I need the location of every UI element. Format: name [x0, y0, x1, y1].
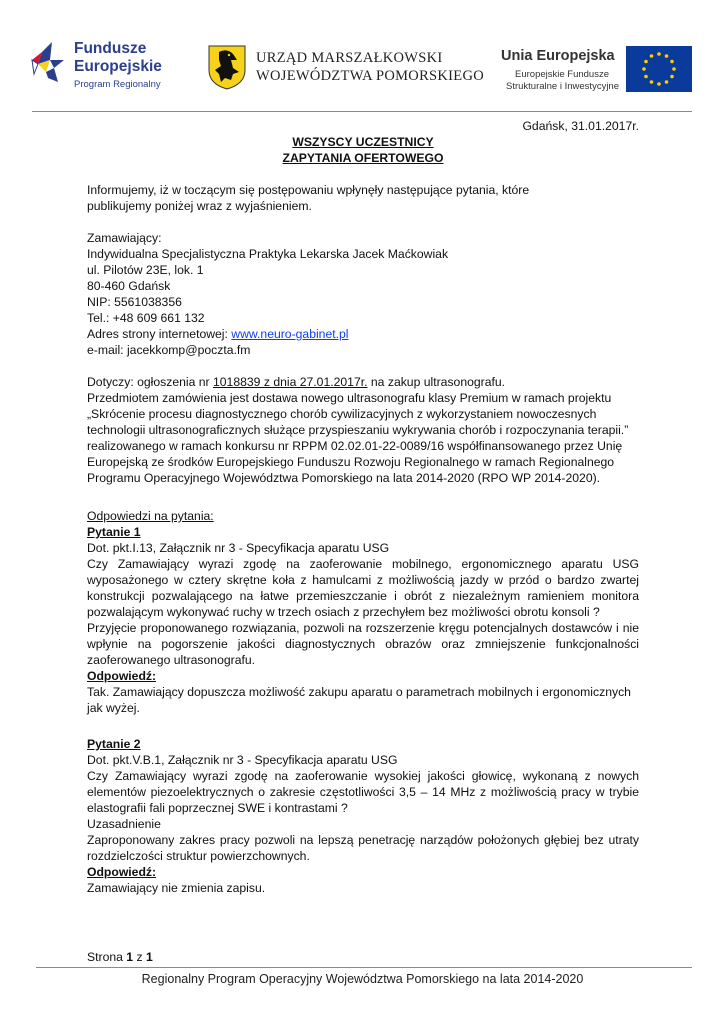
- contact-nip: NIP: 5561038356: [87, 295, 182, 309]
- eu-flag-icon: [626, 46, 692, 92]
- question1-text2: Przyjęcie proponowanego rozwiązania, pozwoli na rozszerzenie kręgu potencjalnych dostawców i nie wpłynie na pogorszenie jakości diagnostycznych obrazów oraz zmniejszenie funkcjonalności zaoferowanego ultrasonografu.: [87, 621, 639, 667]
- question2-heading: Pytanie 2: [87, 737, 141, 751]
- intro-line2: publikujemy poniżej wraz z wyjaśnieniem.: [87, 199, 312, 213]
- page-number: [87, 950, 153, 964]
- um-logo-line1: URZĄD MARSZAŁKOWSKI: [256, 50, 443, 66]
- question2-reference: Dot. pkt.V.B.1, Załącznik nr 3 - Specyfikacja aparatu USG: [87, 753, 398, 767]
- unia-europejska-logo: [498, 44, 698, 100]
- title-line1: WSZYSCY UCZESTNICY: [292, 135, 434, 149]
- eu-logo-line1: Unia Europejska: [501, 48, 615, 64]
- regarding-line5: realizowanego w ramach konkursu nr RPPM 02.02.01-22-0089/16 współfinansowanego przez Unię: [87, 439, 623, 453]
- question2-justification-label: Uzasadnienie: [87, 817, 161, 831]
- question2-text: Czy Zamawiający wyrazi zgodę na zaoferowanie wysokiej jakości głowicę, wykonaną z nowych elementów piezoelektrycznych o zakresie częstotliwości 3,5 – 14 MHz z możliwością pracy w trybie elastografii fali poprzecznej SWE i kontrastami ?: [87, 769, 639, 815]
- question1-answer-label: Odpowiedź:: [87, 669, 157, 683]
- header-divider: [32, 111, 692, 112]
- um-logo-line2: WOJEWÓDZTWA POMORSKIEGO: [256, 68, 485, 84]
- fe-logo-line3: Program Regionalny: [74, 79, 161, 90]
- question1-answer: Tak. Zamawiający dopuszcza możliwość zakupu aparatu o parametrach mobilnych i ergonomicznych jak wyżej.: [87, 685, 631, 715]
- footer-program: Regionalny Program Operacyjny Województwa Pomorskiego na lata 2014-2020: [141, 972, 584, 986]
- page-current: 1: [126, 950, 134, 964]
- regarding-line3: „Skrócenie procesu diagnostycznego chorób cywilizacyjnych z wykorzystaniem nowoczesnych: [87, 407, 597, 421]
- title-line2: ZAPYTANIA OFERTOWEGO: [282, 151, 444, 165]
- fe-logo-line2: Europejskie: [74, 58, 162, 75]
- question1-text: Czy Zamawiający wyrazi zgodę na zaoferowanie mobilnego, ergonomicznego aparatu USG wyposażonego w cztery skrętne koła z hamulcami z możliwością jazdy w przód o bardzo zwartej konstrukcji pozwalającego na łatwe przemieszczanie i obrót z niezależnym ramieniem monitora pozwalającym wykonywać ruchy w trzech osiach z przechyłem bez możliwości obrotu konsoli ?: [87, 557, 639, 619]
- question2-justification: Zaproponowany zakres pracy pozwoli na lepszą penetrację narządów położonych głębiej bez utraty rozdzielczości struktur powierzchownych.: [87, 833, 639, 863]
- question2-answer: Zamawiający nie zmienia zapisu.: [87, 881, 266, 895]
- page-middle: z: [133, 950, 146, 964]
- regarding-line6: Europejską ze środków Europejskiego Funduszu Rozwoju Regionalnego w ramach Regionalnego: [87, 455, 615, 469]
- question1-reference: Dot. pkt.I.13, Załącznik nr 3 - Specyfikacja aparatu USG: [87, 541, 390, 555]
- contact-label: Zamawiający:: [87, 231, 162, 245]
- eu-logo-line3: Strukturalne i Inwestycyjne: [506, 81, 619, 92]
- website-label: Adres strony internetowej:: [87, 327, 232, 341]
- question2-answer-label: Odpowiedź:: [87, 865, 157, 879]
- regarding-line1: [87, 374, 639, 390]
- website-link[interactable]: www.neuro-gabinet.pl: [231, 327, 349, 341]
- pomorskie-griffin-icon: [207, 44, 247, 90]
- page-total: 1: [145, 950, 153, 964]
- eu-logo-line2: Europejskie Fundusze: [515, 69, 609, 80]
- contact-name: Indywidualna Specjalistyczna Praktyka Lekarska Jacek Maćkowiak: [87, 247, 449, 261]
- regarding-line7: Programu Operacyjnego Województwa Pomorskiego na lata 2014-2020 (RPO WP 2014-2020).: [87, 471, 601, 485]
- question1-heading: Pytanie 1: [87, 525, 141, 539]
- contact-email: e-mail: jacekkomp@poczta.fm: [87, 343, 251, 357]
- urzad-marszalkowski-logo: [207, 44, 485, 94]
- contact-website: [87, 326, 639, 342]
- notice-number: 1018839 z dnia 27.01.2017r.: [213, 375, 368, 389]
- page-prefix: Strona: [87, 950, 127, 964]
- regarding-line2: Przedmiotem zamówienia jest dostawa nowego ultrasonografu klasy Premium w ramach projektu: [87, 391, 612, 405]
- document-date: Gdańsk, 31.01.2017r.: [522, 119, 639, 133]
- page-header: [0, 0, 725, 112]
- contact-street: ul. Pilotów 23E, lok. 1: [87, 263, 204, 277]
- regarding-suffix: na zakup ultrasonografu.: [367, 375, 506, 389]
- footer-divider: [36, 967, 692, 968]
- answers-heading: Odpowiedzi na pytania:: [87, 509, 214, 523]
- fe-star-icon: [28, 38, 70, 88]
- regarding-prefix: Dotyczy: ogłoszenia nr: [87, 375, 213, 389]
- intro-line1: Informujemy, iż w toczącym się postępowaniu wpłynęły następujące pytania, które: [87, 183, 530, 197]
- contact-city: 80-460 Gdańsk: [87, 279, 171, 293]
- regarding-line4: technologii ultrasonograficznych służące przyspieszaniu wykrywania chorób i rozpoczynania terapii.”: [87, 423, 629, 437]
- fe-logo-line1: Fundusze: [74, 40, 147, 57]
- fundusze-europejskie-logo: [28, 38, 188, 98]
- contact-tel: Tel.: +48 609 661 132: [87, 311, 205, 325]
